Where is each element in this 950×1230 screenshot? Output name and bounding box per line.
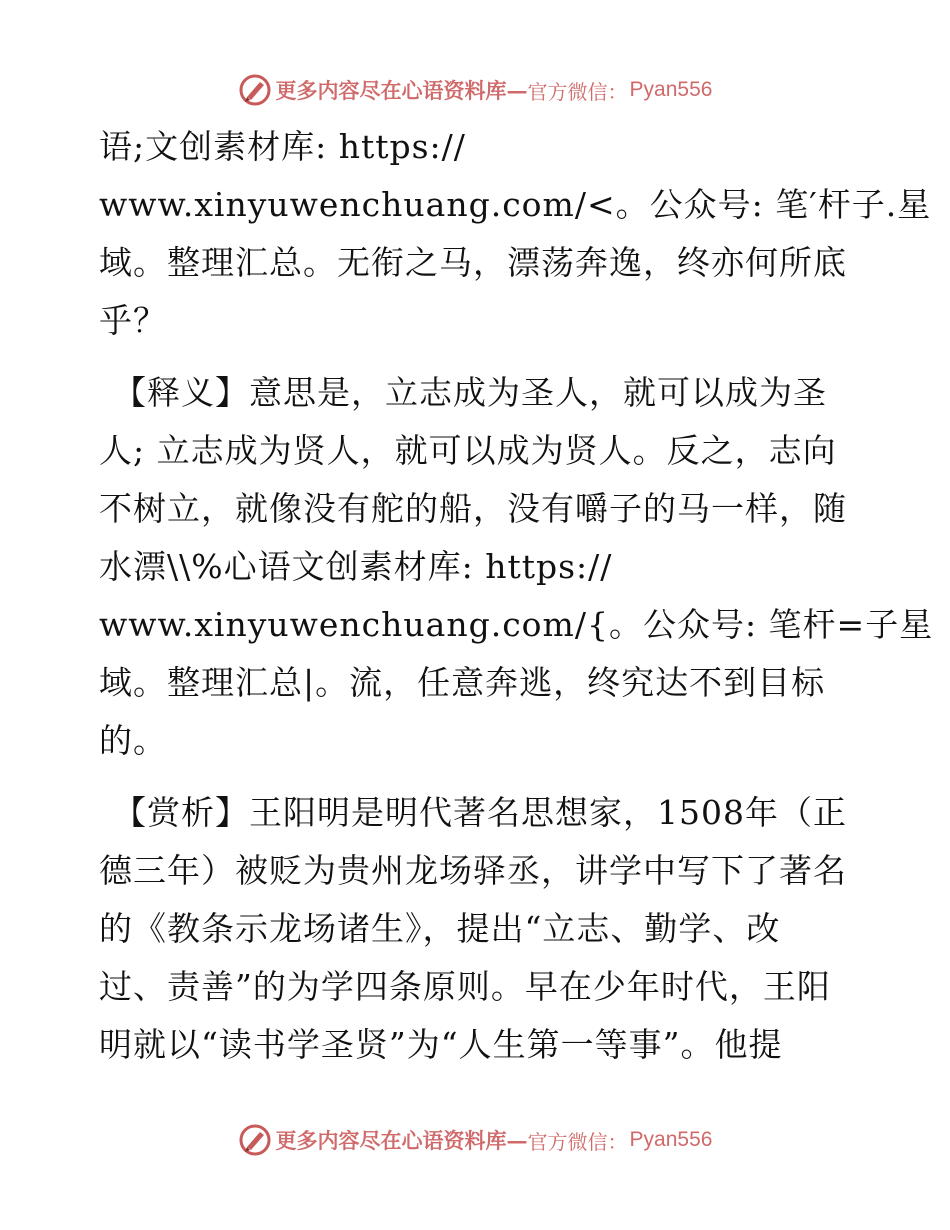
text-line: 的。 — [99, 721, 167, 760]
text-line: 德三年）被贬为贵州龙场驿丞，讲学中写下了著名 — [99, 851, 847, 890]
pen-logo-icon — [238, 1123, 272, 1157]
pen-logo-icon — [238, 73, 272, 107]
text-line: 【赏析】王阳明是明代著名思想家，1508年（正 — [113, 793, 847, 832]
footer-contact-id: Pyan556 — [629, 1128, 713, 1151]
footer-contact-label: 官方微信： — [527, 1129, 628, 1154]
document-body — [99, 118, 934, 1074]
text-line: 明就以“读书学圣贤”为“人生第一等事”。他提 — [99, 1025, 783, 1064]
text-line: www.xinyuwenchuang.com/{。公众号: 笔杆=子星 — [99, 605, 934, 644]
header-banner — [0, 68, 950, 112]
text-line: 不树立，就像没有舵的船，没有嚼子的马一样，随 — [99, 489, 847, 528]
header-contact-id: Pyan556 — [629, 78, 713, 101]
paragraph-3 — [99, 784, 859, 1074]
text-line: 的《教条示龙场诸生》，提出“立志、勤学、改 — [99, 909, 781, 948]
footer-banner-text: 更多内容尽在心语资料库— — [275, 1128, 528, 1153]
text-line: 水漂\\%心语文创素材库: https:// — [99, 547, 613, 586]
text-line: 过、责善”的为学四条原则。早在少年时代，王阳 — [99, 967, 831, 1006]
header-contact-label: 官方微信： — [527, 79, 628, 104]
text-line: 人; 立志成为贤人，就可以成为贤人。反之，志向 — [99, 431, 837, 470]
text-line: 【释义】意思是，立志成为圣人，就可以成为圣 — [113, 373, 827, 412]
footer-banner — [0, 1118, 950, 1162]
text-line: 域。整理汇总。无衔之马，漂荡奔逸，终亦何所底 — [99, 243, 847, 282]
text-line: 域。整理汇总|。流，任意奔逃，终究达不到目标 — [99, 663, 826, 702]
text-line: www.xinyuwenchuang.com/<。公众号: 笔′杆子.星 — [99, 185, 932, 224]
text-line: 语;文创素材库: https:// — [99, 127, 466, 166]
paragraph-2 — [99, 364, 934, 770]
header-banner-text: 更多内容尽在心语资料库— — [275, 78, 528, 103]
paragraph-1 — [99, 118, 932, 350]
text-line: 乎？ — [99, 301, 167, 340]
